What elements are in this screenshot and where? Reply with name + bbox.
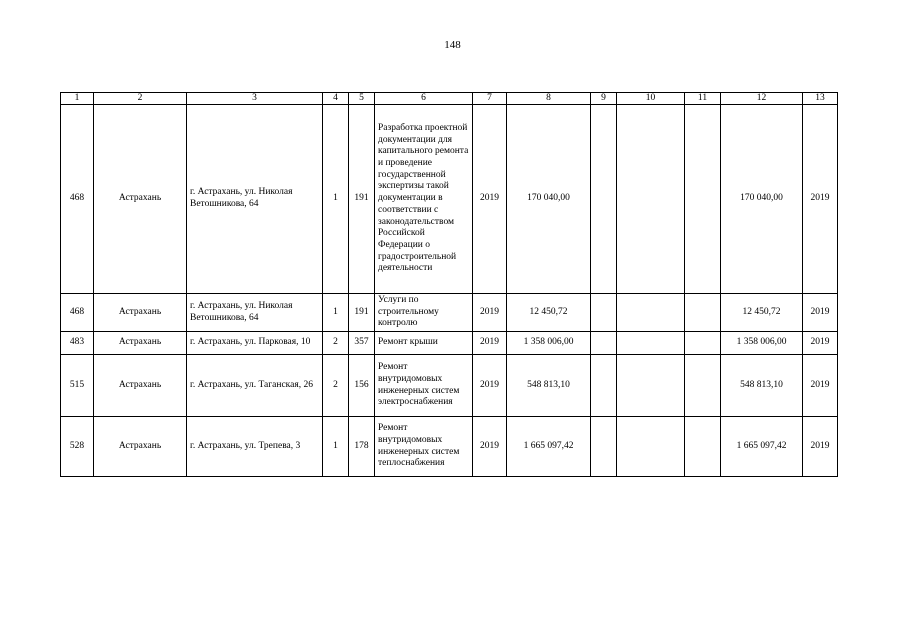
page-number: 148	[444, 39, 461, 51]
header-cell: 1	[61, 93, 94, 105]
col11-cell	[685, 332, 721, 355]
header-cell: 3	[187, 93, 323, 105]
col9-cell	[591, 332, 617, 355]
header-cell: 8	[507, 93, 591, 105]
col4-cell: 1	[323, 105, 349, 294]
year-end-cell: 2019	[803, 355, 838, 417]
header-cell: 4	[323, 93, 349, 105]
header-row	[61, 93, 838, 105]
col4-cell: 2	[323, 332, 349, 355]
header-cell: 11	[685, 93, 721, 105]
table-row	[61, 332, 838, 355]
city-cell: Астрахань	[94, 294, 187, 332]
col11-cell	[685, 105, 721, 294]
col4-cell: 1	[323, 294, 349, 332]
col5-cell: 178	[349, 417, 375, 477]
table-row	[61, 105, 838, 294]
repair-register-table	[60, 92, 838, 477]
col4-cell: 2	[323, 355, 349, 417]
header-cell: 7	[473, 93, 507, 105]
header-cell: 2	[94, 93, 187, 105]
address-cell: г. Астрахань, ул. Парковая, 10	[187, 332, 323, 355]
total-cell: 12 450,72	[721, 294, 803, 332]
header-cell: 9	[591, 93, 617, 105]
row-number-cell: 468	[61, 294, 94, 332]
header-cell: 6	[375, 93, 473, 105]
col5-cell: 191	[349, 105, 375, 294]
col9-cell	[591, 294, 617, 332]
year-cell: 2019	[473, 355, 507, 417]
work-type-cell: Ремонт внутридомовых инженерных систем электроснабжения	[375, 355, 473, 417]
year-end-cell: 2019	[803, 417, 838, 477]
city-cell: Астрахань	[94, 105, 187, 294]
row-number-cell: 483	[61, 332, 94, 355]
header-cell: 13	[803, 93, 838, 105]
row-number-cell: 528	[61, 417, 94, 477]
cost-cell: 548 813,10	[507, 355, 591, 417]
col11-cell	[685, 294, 721, 332]
col10-cell	[617, 417, 685, 477]
address-cell: г. Астрахань, ул. Трепева, 3	[187, 417, 323, 477]
address-cell: г. Астрахань, ул. Таганская, 26	[187, 355, 323, 417]
cost-cell: 1 665 097,42	[507, 417, 591, 477]
col10-cell	[617, 355, 685, 417]
col9-cell	[591, 355, 617, 417]
header-cell: 5	[349, 93, 375, 105]
work-type-cell: Ремонт внутридомовых инженерных систем теплоснабжения	[375, 417, 473, 477]
col10-cell	[617, 105, 685, 294]
col10-cell	[617, 294, 685, 332]
total-cell: 548 813,10	[721, 355, 803, 417]
row-number-cell: 468	[61, 105, 94, 294]
year-end-cell: 2019	[803, 294, 838, 332]
total-cell: 1 665 097,42	[721, 417, 803, 477]
total-cell: 1 358 006,00	[721, 332, 803, 355]
year-end-cell: 2019	[803, 332, 838, 355]
col5-cell: 191	[349, 294, 375, 332]
work-type-cell: Ремонт крыши	[375, 332, 473, 355]
table-row	[61, 417, 838, 477]
year-cell: 2019	[473, 417, 507, 477]
year-end-cell: 2019	[803, 105, 838, 294]
header-cell: 12	[721, 93, 803, 105]
col5-cell: 156	[349, 355, 375, 417]
header-cell: 10	[617, 93, 685, 105]
year-cell: 2019	[473, 294, 507, 332]
total-cell: 170 040,00	[721, 105, 803, 294]
address-cell: г. Астрахань, ул. Николая Ветошникова, 64	[187, 105, 323, 294]
col4-cell: 1	[323, 417, 349, 477]
col5-cell: 357	[349, 332, 375, 355]
work-type-cell: Услуги по строительному контролю	[375, 294, 473, 332]
col11-cell	[685, 355, 721, 417]
city-cell: Астрахань	[94, 355, 187, 417]
work-type-cell: Разработка проектной документации для капитального ремонта и проведение государственной экспертизы такой документации в соответствии с законодательством Российской Федерации о градостроительной деятельности	[375, 105, 473, 294]
table-row	[61, 294, 838, 332]
year-cell: 2019	[473, 332, 507, 355]
col9-cell	[591, 417, 617, 477]
col10-cell	[617, 332, 685, 355]
cost-cell: 1 358 006,00	[507, 332, 591, 355]
year-cell: 2019	[473, 105, 507, 294]
city-cell: Астрахань	[94, 332, 187, 355]
row-number-cell: 515	[61, 355, 94, 417]
cost-cell: 170 040,00	[507, 105, 591, 294]
address-cell: г. Астрахань, ул. Николая Ветошникова, 64	[187, 294, 323, 332]
table-row	[61, 355, 838, 417]
cost-cell: 12 450,72	[507, 294, 591, 332]
col11-cell	[685, 417, 721, 477]
city-cell: Астрахань	[94, 417, 187, 477]
col9-cell	[591, 105, 617, 294]
